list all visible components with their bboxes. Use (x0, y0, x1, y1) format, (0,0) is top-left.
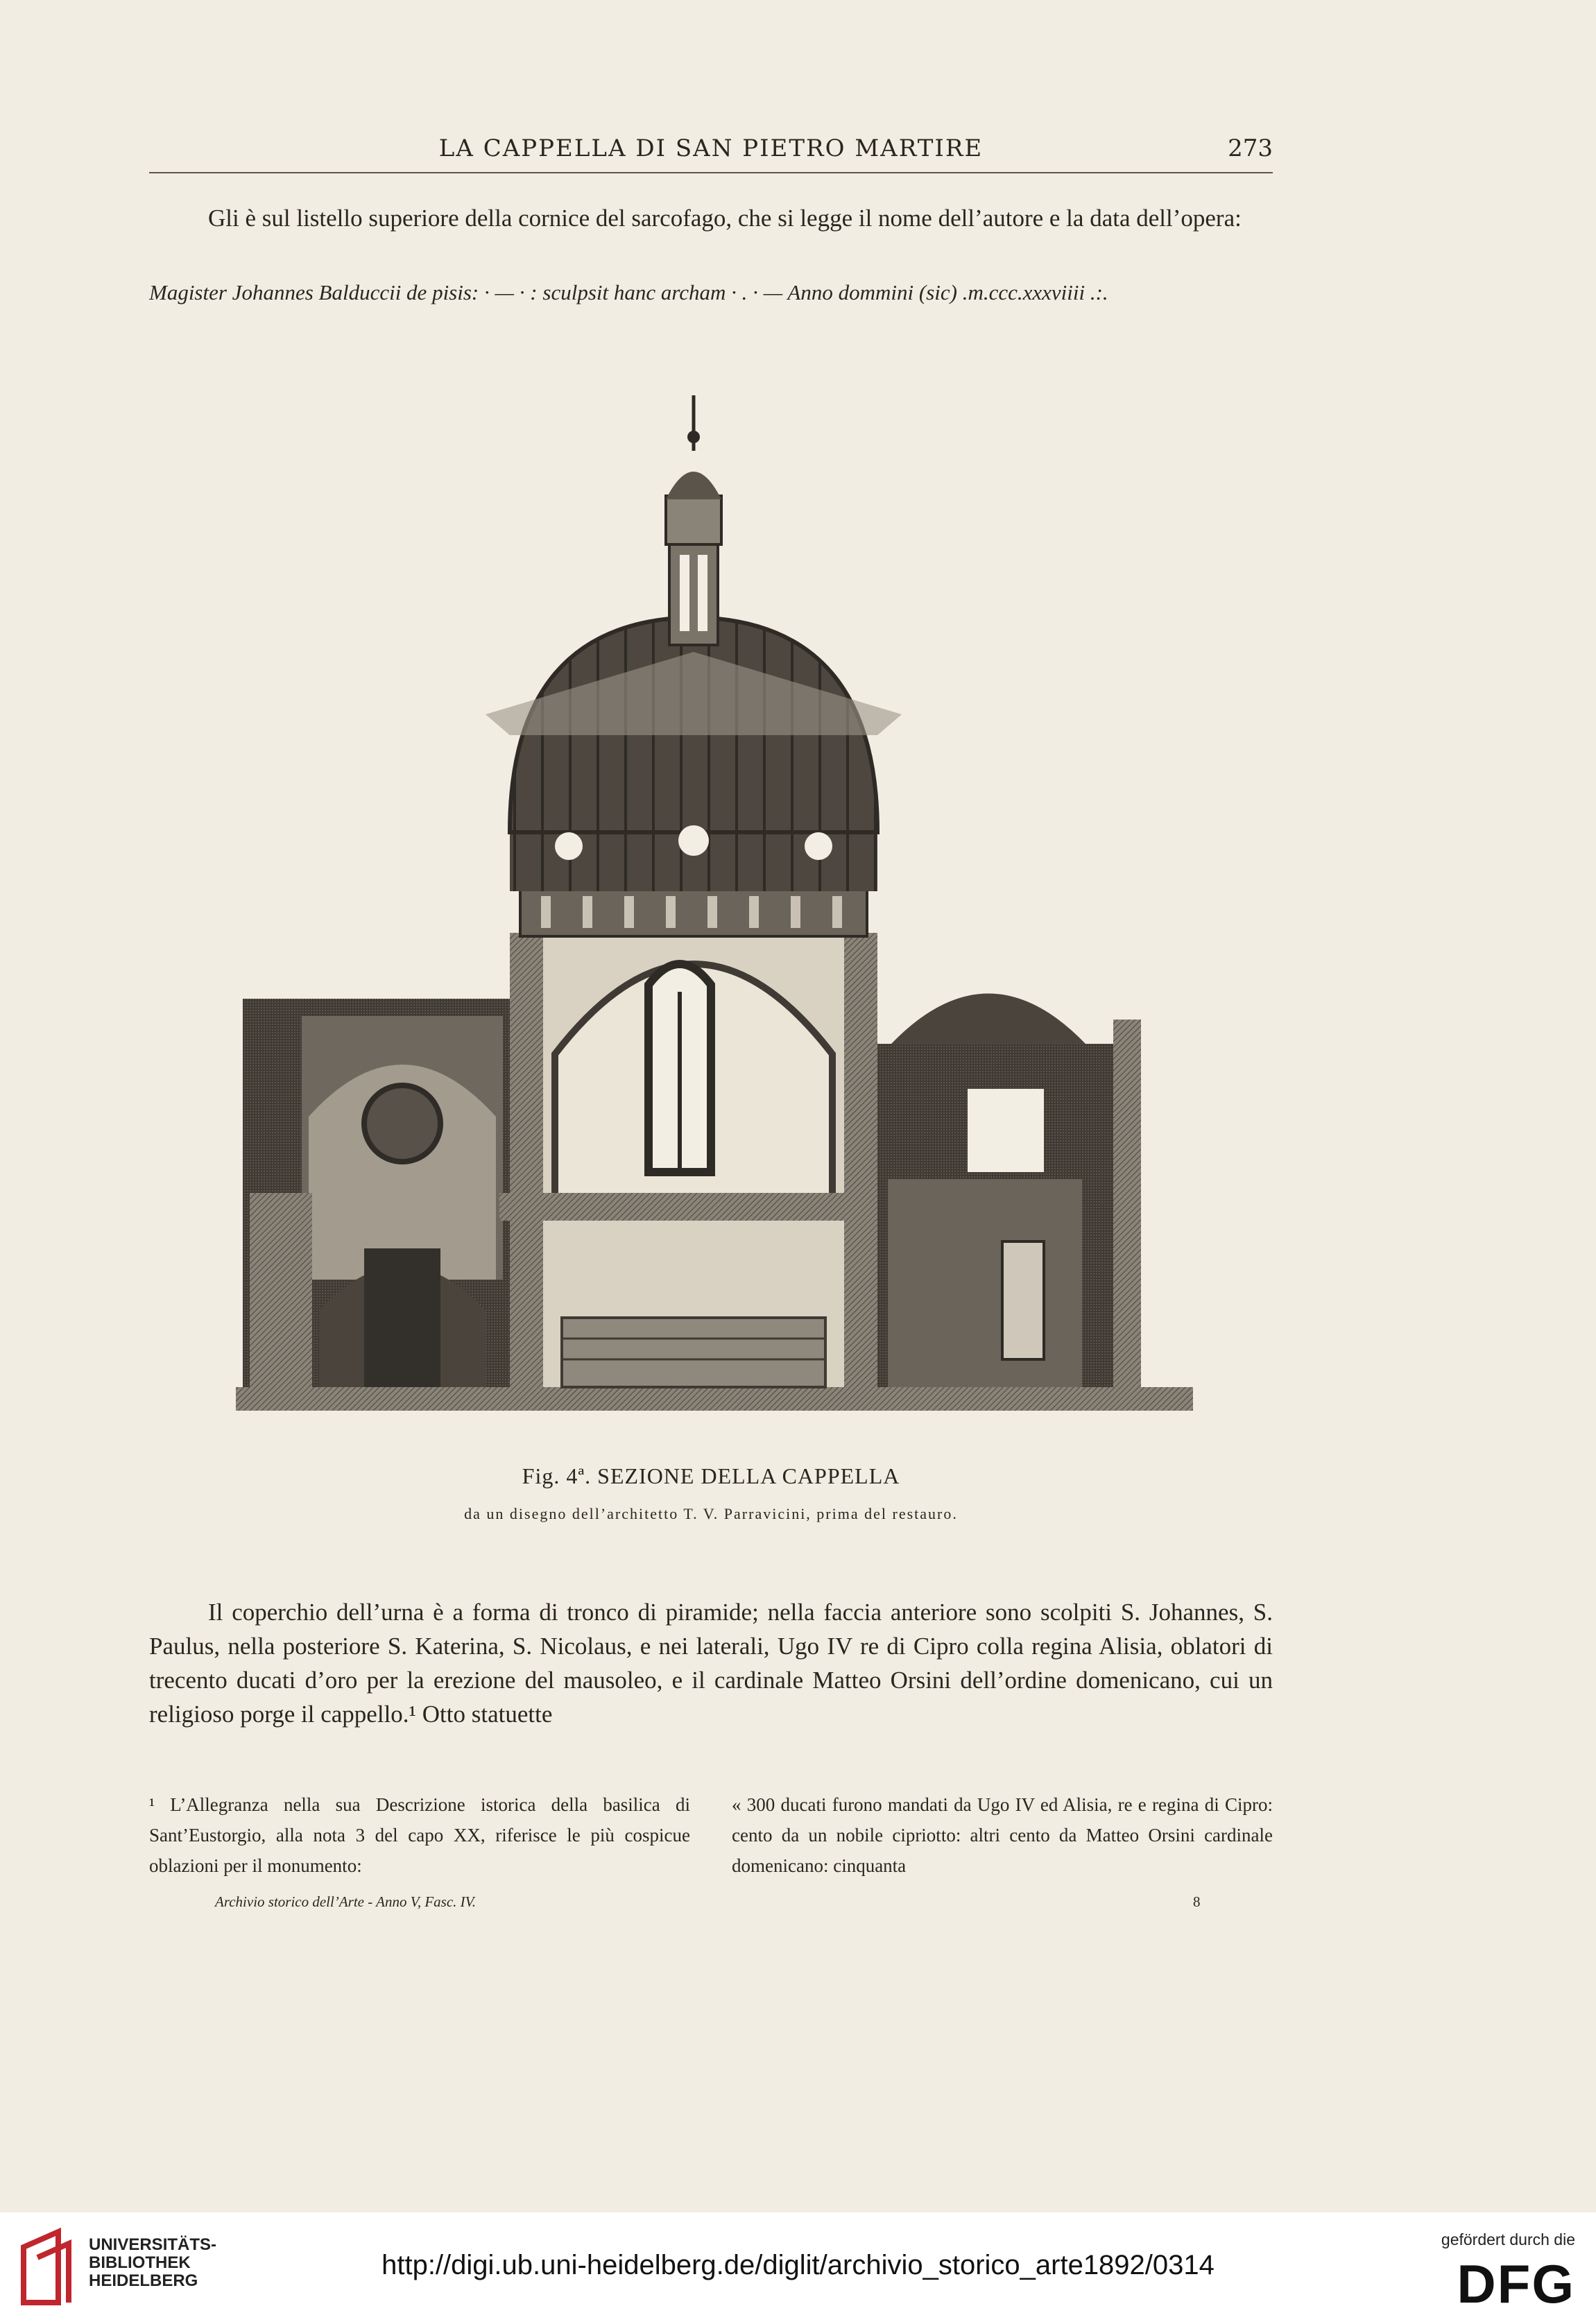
journal-line: Archivio storico dell’Arte - Anno V, Fasc. IV. (215, 1893, 477, 1910)
chapel-section-illustration (236, 388, 1193, 1443)
figure-caption-subtitle: da un disegno dell’architetto T. V. Parravicini, prima del restauro. (464, 1505, 958, 1522)
footnotes (149, 1789, 1273, 1886)
library-name-line-3: HEIDELBERG (89, 2271, 198, 2290)
ground-hatching (236, 1387, 1193, 1411)
running-title: LA CAPPELLA DI SAN PIETRO MARTIRE (438, 135, 984, 162)
running-header (149, 130, 1273, 173)
footnote-right: « 300 ducati furono mandati da Ugo IV ed Alisia, re e regina di Cipro: cento da un nobile cipriotto: altri cento da Matteo Orsini cardinale domenicano: cinquanta (732, 1794, 1273, 1876)
page-number: 273 (1228, 135, 1273, 162)
relief-frieze (520, 888, 867, 936)
funding-note: gefördert durch die (1441, 2230, 1575, 2248)
dfg-logo: DFG (1457, 2253, 1575, 2314)
signature-mark: 8 (1193, 1893, 1201, 1910)
inscription-line: Magister Johannes Balduccii de pisis: · — · : sculpsit hanc archam · . · — Anno dommini (sic) .m.ccc.xxxviiii .:. (149, 280, 1108, 304)
footnote-left: ¹ L’Allegranza nella sua Descrizione istorica della basilica di Sant’Eustorgio, alla nota 3 del capo XX, riferisce le più cospicue oblazioni per il monumento: (149, 1794, 690, 1876)
paragraph-intro: Gli è sul listello superiore della cornice del sarcofago, che si legge il nome dell’autore e la data dell’opera: (208, 205, 1242, 232)
lantern (669, 541, 718, 645)
figure-caption-title: Fig. 4ª. SEZIONE DELLA CAPPELLA (522, 1463, 900, 1488)
digitization-footer (0, 2212, 1596, 2322)
source-url-link[interactable]: http://digi.ub.uni-heidelberg.de/diglit/archivio_storico_arte1892/0314 (381, 2250, 1215, 2280)
library-name-line-1: UNIVERSITÄTS- (89, 2235, 217, 2254)
paragraph-main: Il coperchio dell’urna è a forma di tronco di piramide; nella faccia anteriore sono scolpiti S. Johannes, S. Paulus, nella posteriore S. Katerina, S. Nicolaus, e nei laterali, Ugo IV re di Cipro colla regina Alisia, oblatori di trecento ducati d’oro per la erezione del mausoleo, e il cardinale Matteo Orsini dell’ordine domenicano, cui un religioso porge il cappello.¹ Otto statuette (149, 1599, 1273, 1728)
library-name-line-2: BIBLIOTHEK (89, 2253, 191, 2272)
